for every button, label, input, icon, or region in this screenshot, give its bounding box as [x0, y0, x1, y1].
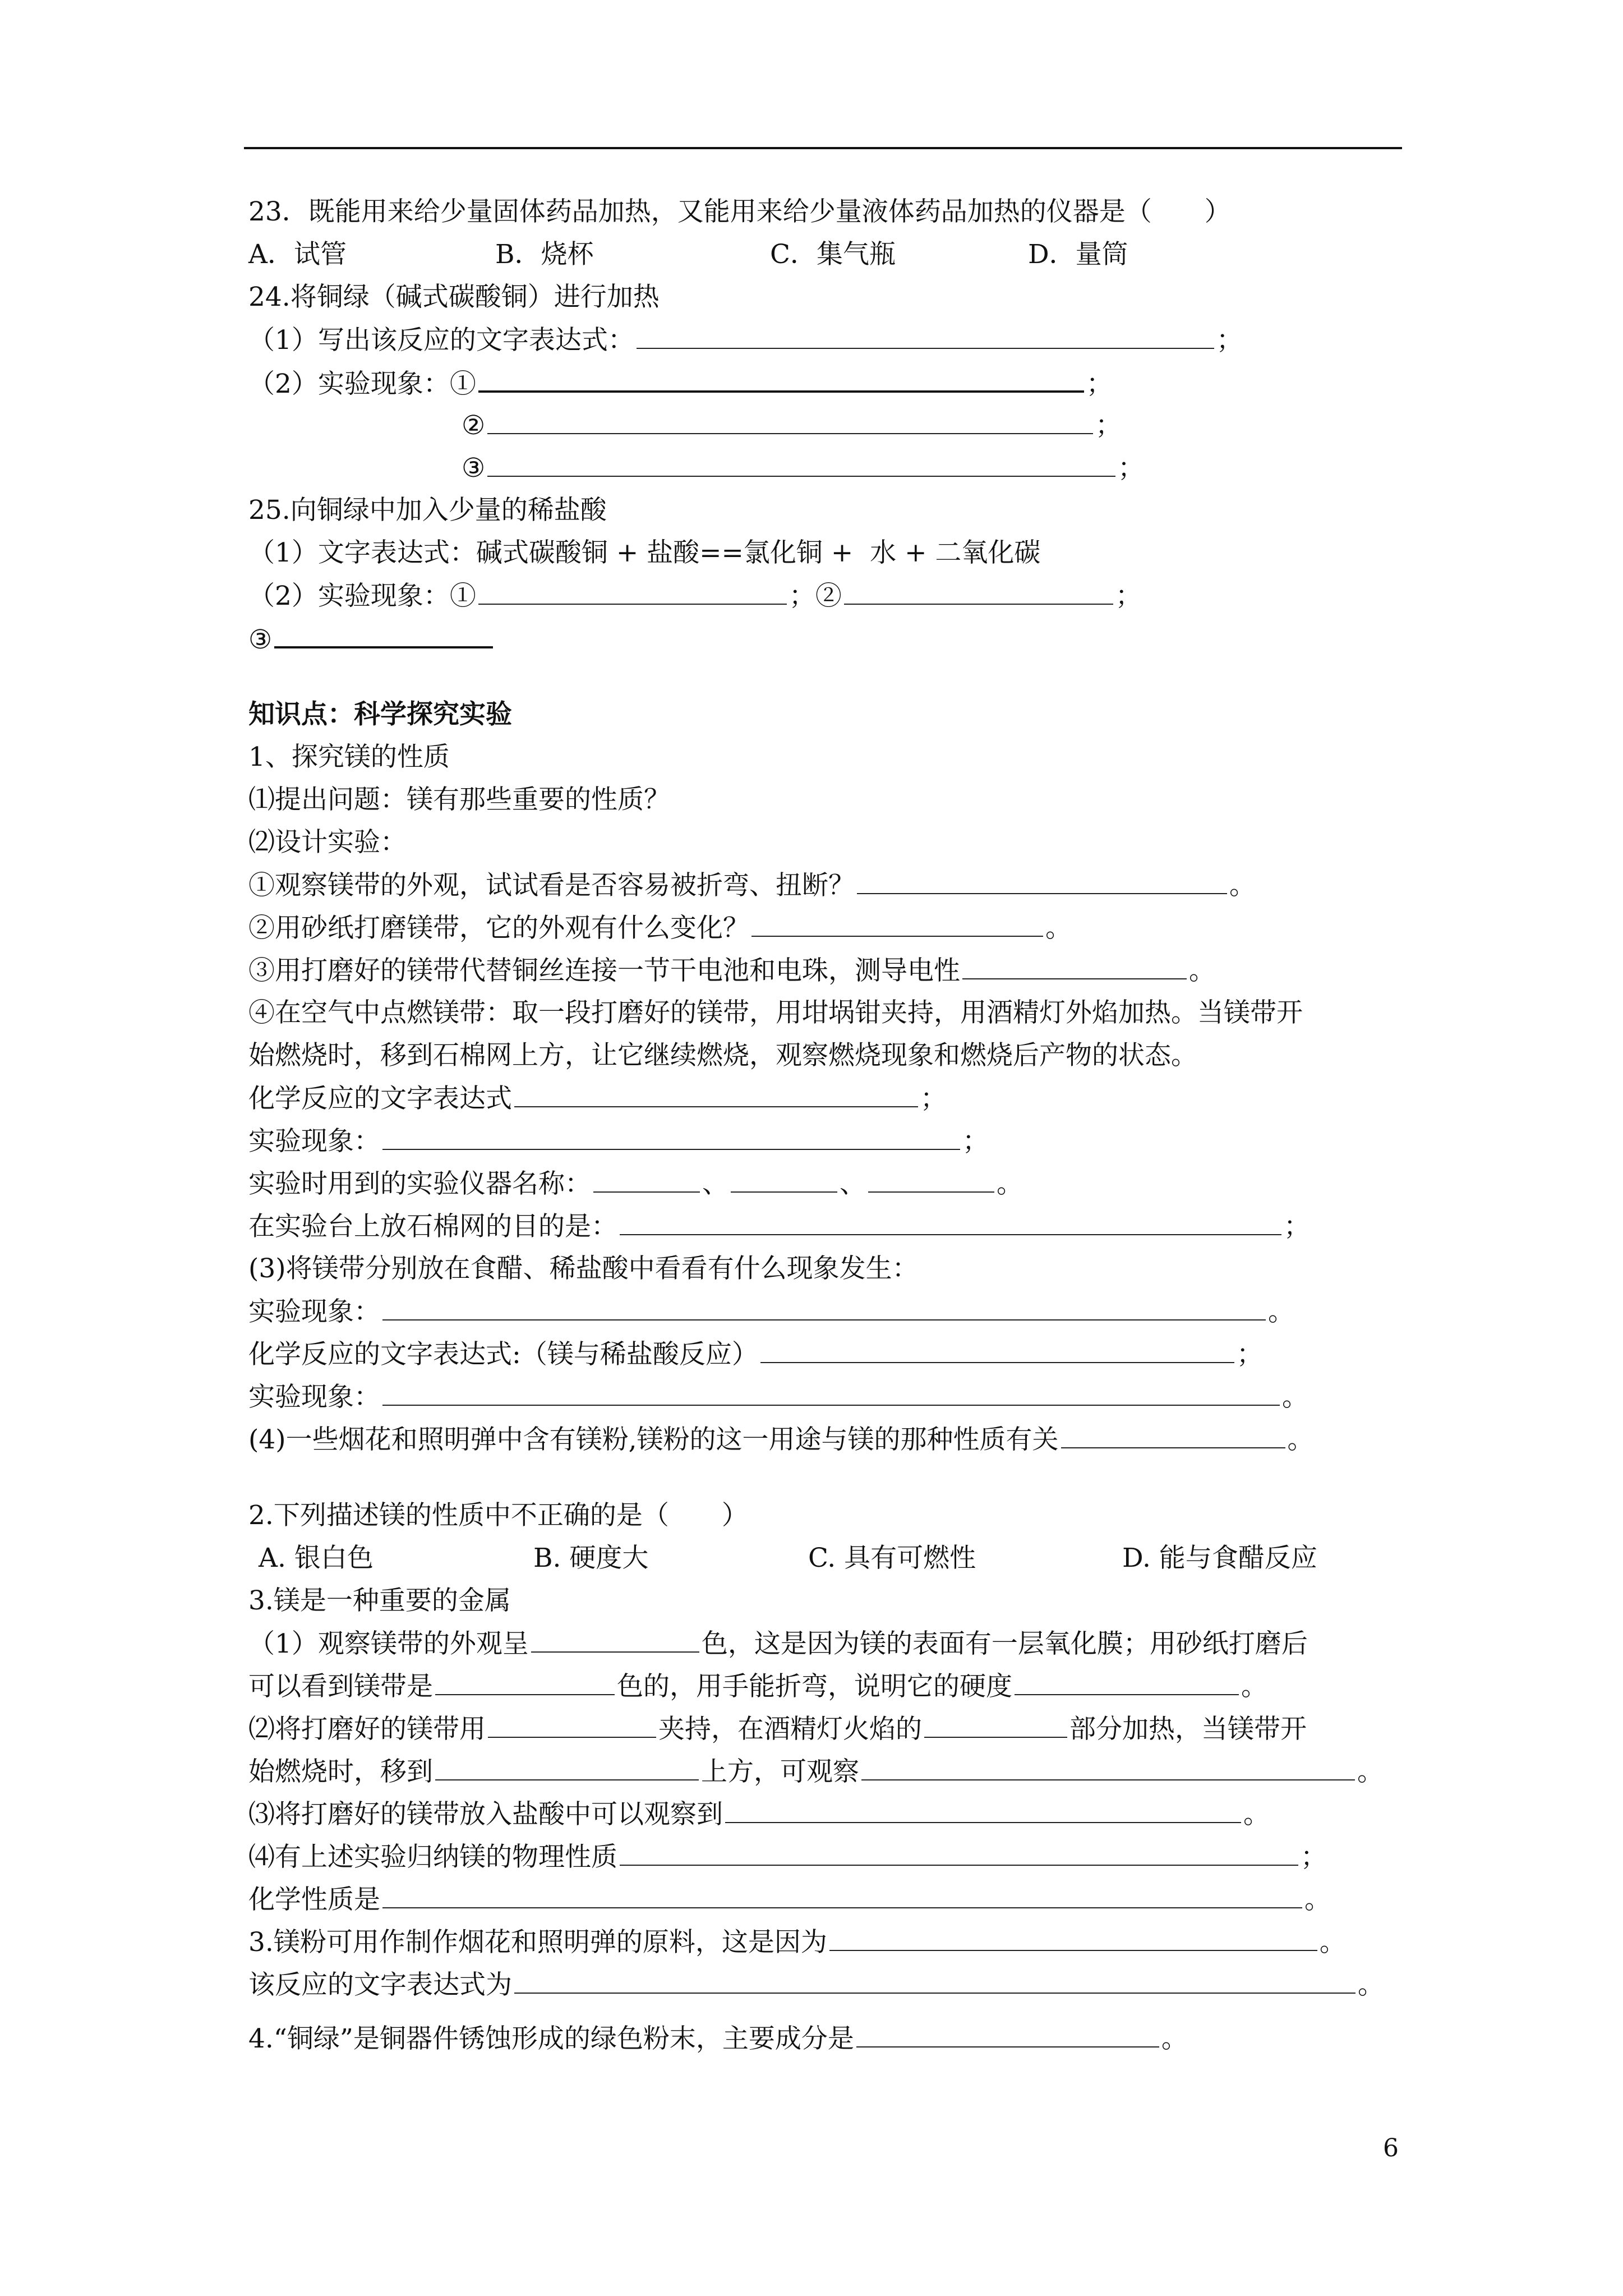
q24-line4 [248, 447, 1404, 489]
section-p2: ⑵设计实验： [248, 827, 407, 858]
eq-blank[interactable] [514, 1077, 918, 1107]
section-p3: (3)将镁带分别放在食醋、稀盐酸中看看有什么现象发生： [248, 1253, 919, 1284]
instr-blank-3[interactable] [868, 1162, 994, 1193]
e2-blank[interactable] [751, 907, 1043, 937]
q3-c [248, 1708, 1404, 1750]
q24-title: 24.将铜绿（碱式碳酸铜）进行加热 [248, 282, 660, 312]
q3-f [248, 1835, 1404, 1878]
worksheet-body [248, 191, 1404, 2060]
q25-semicolon: ； [1115, 581, 1142, 611]
q3-d2: 上方，可观察 [701, 1756, 859, 1787]
q23-option-b: B．烧杯 [495, 239, 594, 270]
q3-e [248, 1793, 1404, 1835]
spacer [248, 2006, 1404, 2017]
period: 。 [1304, 1884, 1331, 1915]
e1-text: ①观察镁带的外观，试试看是否容易被折弯、扭断？ [248, 870, 855, 901]
section-obs3 [248, 1375, 1404, 1418]
q3-d1: 始燃烧时，移到 [248, 1756, 433, 1787]
obs2-text: 实验现象： [248, 1296, 380, 1327]
period: 。 [1357, 1756, 1384, 1787]
q2-options [248, 1537, 1404, 1580]
q24-obs-label: （2）实验现象：① [248, 369, 476, 399]
section-p4 [248, 1418, 1404, 1461]
q23-option-c: C．集气瓶 [770, 239, 896, 270]
q3-d-blank-1[interactable] [435, 1750, 699, 1780]
spacer [248, 1461, 1404, 1494]
q23-stem: 23．既能用来给少量固体药品加热，又能用来给少量液体药品加热的仪器是（ ） [248, 196, 1231, 227]
q3-b2: 色的，用手能折弯，说明它的硬度 [617, 1671, 1012, 1702]
q3-d-blank-2[interactable] [861, 1750, 1355, 1780]
q3-b-blank-2[interactable] [1015, 1665, 1239, 1695]
q3-a2: 色，这是因为镁的表面有一层氧化膜；用砂纸打磨后 [701, 1628, 1308, 1659]
q3-e-blank[interactable] [725, 1793, 1241, 1823]
q3-c1: ⑵将打磨好的镁带用 [248, 1714, 486, 1745]
e2-text: ②用砂纸打磨镁带，它的外观有什么变化？ [248, 913, 749, 944]
q3-b-blank-1[interactable] [435, 1665, 615, 1695]
q25-circle-3: ③ [248, 624, 273, 655]
header-rule [244, 147, 1402, 149]
period: 。 [1358, 1970, 1384, 2000]
q24-obs-blank-3[interactable] [487, 447, 1115, 477]
q24-obs-blank-1[interactable] [478, 361, 1084, 393]
obs3-blank[interactable] [382, 1375, 1280, 1406]
q3-d [248, 1750, 1404, 1793]
asb-blank[interactable] [620, 1205, 1281, 1235]
eq2-text: 化学反应的文字表达式:（镁与稀盐酸反应） [248, 1339, 758, 1370]
q3-g [248, 1878, 1404, 1921]
q24-line3 [248, 404, 1404, 447]
q3-g1: 化学性质是 [248, 1884, 380, 1915]
q24-circle-2: ② [462, 410, 486, 441]
section-asb [248, 1205, 1404, 1248]
asb-text: 在实验台上放石棉网的目的是： [248, 1211, 617, 1242]
q24-semicolon: ； [1216, 325, 1243, 356]
section-e4b: 始燃烧时，移到石棉网上方，让它继续燃烧，观察燃烧现象和燃烧后产物的状态。 [248, 1040, 1197, 1071]
q24-equation-blank[interactable] [637, 319, 1214, 349]
eq2-blank[interactable] [760, 1333, 1234, 1363]
q24-line1 [248, 319, 1404, 361]
semicolon: ； [920, 1083, 947, 1114]
q25-title: 25.向铜绿中加入少量的稀盐酸 [248, 495, 607, 526]
section-e4a: ④在空气中点燃镁带：取一段打磨好的镁带，用坩埚钳夹持，用酒精灯外焰加热。当镁带开 [248, 997, 1303, 1028]
q3b-a [248, 1921, 1404, 1963]
q3-c2: 夹持，在酒精灯火焰的 [658, 1714, 922, 1745]
period: 。 [1189, 955, 1215, 986]
q25-line3 [248, 617, 1404, 660]
q25-obs-blank-2[interactable] [844, 574, 1113, 605]
q3-e1: ⑶将打磨好的镁带放入盐酸中可以观察到 [248, 1799, 723, 1830]
q2-option-a: A. 银白色 [259, 1543, 374, 1573]
page-number: 6 [1383, 2134, 1399, 2162]
eq-text: 化学反应的文字表达式 [248, 1083, 512, 1114]
instr-text: 实验时用到的实验仪器名称： [248, 1168, 591, 1199]
period: 。 [1045, 913, 1072, 944]
section-obs [248, 1120, 1404, 1162]
sep: 、 [840, 1168, 866, 1199]
q3-f-blank[interactable] [620, 1835, 1298, 1866]
e3-blank[interactable] [962, 949, 1187, 979]
spacer [248, 660, 1404, 693]
section-title: 知识点：科学探究实验 [248, 699, 512, 730]
instr-blank-2[interactable] [731, 1162, 837, 1193]
period: 。 [1241, 1671, 1267, 1702]
q3-c-blank-2[interactable] [924, 1708, 1067, 1738]
period: 。 [1161, 2023, 1188, 2054]
semicolon: ； [1284, 1211, 1310, 1242]
section-e1 [248, 864, 1404, 907]
period: 。 [1287, 1424, 1314, 1455]
p4-blank[interactable] [1061, 1418, 1285, 1448]
q3b-b-blank[interactable] [514, 1963, 1355, 1994]
instr-blank-1[interactable] [593, 1162, 700, 1193]
period: 。 [1282, 1382, 1308, 1412]
q24-semicolon: ； [1118, 453, 1145, 484]
q3-a [248, 1622, 1404, 1665]
q3b-b1: 该反应的文字表达式为 [248, 1970, 512, 2000]
semicolon: ； [962, 1126, 989, 1157]
period: 。 [1268, 1296, 1294, 1327]
q23-option-d: D．量筒 [1028, 239, 1128, 270]
q3-title: 3.镁是一种重要的金属 [248, 1585, 511, 1616]
q2-stem: 2.下列描述镁的性质中不正确的是（ ） [248, 1500, 748, 1531]
q3-c-blank-1[interactable] [488, 1708, 656, 1738]
q25-obs-blank-3[interactable] [274, 617, 493, 648]
q3-a1: （1）观察镁带的外观呈 [248, 1628, 529, 1659]
e1-blank[interactable] [857, 864, 1227, 894]
q4 [248, 2017, 1404, 2060]
q4-a1: 4.“铜绿”是铜器件锈蚀形成的绿色粉末，主要成分是 [248, 2023, 854, 2054]
q25-obs-sep: ；② [789, 581, 842, 611]
obs-blank[interactable] [382, 1120, 960, 1150]
semicolon: ； [1301, 1842, 1327, 1872]
q3-b [248, 1665, 1404, 1708]
period: 。 [1243, 1799, 1270, 1830]
obs2-blank[interactable] [382, 1290, 1266, 1320]
q4-blank[interactable] [856, 2017, 1159, 2047]
q23-option-a: A．试管 [248, 239, 347, 270]
q3-a-blank[interactable] [531, 1622, 699, 1653]
period: 。 [997, 1168, 1023, 1199]
q24-obs-blank-2[interactable] [487, 404, 1093, 434]
q2-option-b: B. 硬度大 [533, 1543, 649, 1573]
q3b-a-blank[interactable] [829, 1921, 1317, 1951]
q25-obs-label: （2）实验现象：① [248, 581, 476, 611]
q2-option-c: C. 具有可燃性 [808, 1543, 976, 1573]
period: 。 [1319, 1927, 1346, 1958]
q25-obs-blank-1[interactable] [478, 574, 787, 605]
q24-line2 [248, 361, 1404, 404]
q24-circle-3: ③ [462, 453, 486, 484]
section-s1: 1、探究镁的性质 [248, 742, 450, 772]
q25-line2 [248, 574, 1404, 617]
q3-f1: ⑷有上述实验归纳镁的物理性质 [248, 1842, 617, 1872]
q2-option-d: D. 能与食醋反应 [1122, 1543, 1317, 1573]
sep: 、 [702, 1168, 728, 1199]
q3-c3: 部分加热，当镁带开 [1069, 1714, 1307, 1745]
obs-text: 实验现象： [248, 1126, 380, 1157]
p4-text: (4)一些烟花和照明弹中含有镁粉,镁粉的这一用途与镁的那种性质有关 [248, 1424, 1059, 1455]
q24-semicolon: ； [1086, 369, 1113, 399]
section-e3 [248, 949, 1404, 992]
semicolon: ； [1236, 1339, 1263, 1370]
section-eq [248, 1077, 1404, 1120]
q3b-b [248, 1963, 1404, 2006]
section-p1: ⑴提出问题：镁有那些重要的性质？ [248, 784, 670, 815]
section-eq2 [248, 1333, 1404, 1375]
q3b-a1: 3.镁粉可用作制作烟花和照明弹的原料，这是因为 [248, 1927, 827, 1958]
obs3-text: 实验现象： [248, 1382, 380, 1412]
section-instr [248, 1162, 1404, 1205]
period: 。 [1229, 870, 1256, 901]
section-e2 [248, 907, 1404, 949]
q23-options [248, 233, 1404, 276]
e3-text: ③用打磨好的镁带代替铜丝连接一节干电池和电珠，测导电性 [248, 955, 960, 986]
q25-line1: （1）文字表达式：碱式碳酸铜 + 盐酸==氯化铜 + 水 + 二氧化碳 [248, 537, 1041, 568]
q24-semicolon: ； [1095, 410, 1122, 441]
q3-b1: 可以看到镁带是 [248, 1671, 433, 1702]
section-obs2 [248, 1290, 1404, 1333]
q3-g-blank[interactable] [382, 1878, 1302, 1908]
q24-line1-text: （1）写出该反应的文字表达式： [248, 325, 634, 356]
